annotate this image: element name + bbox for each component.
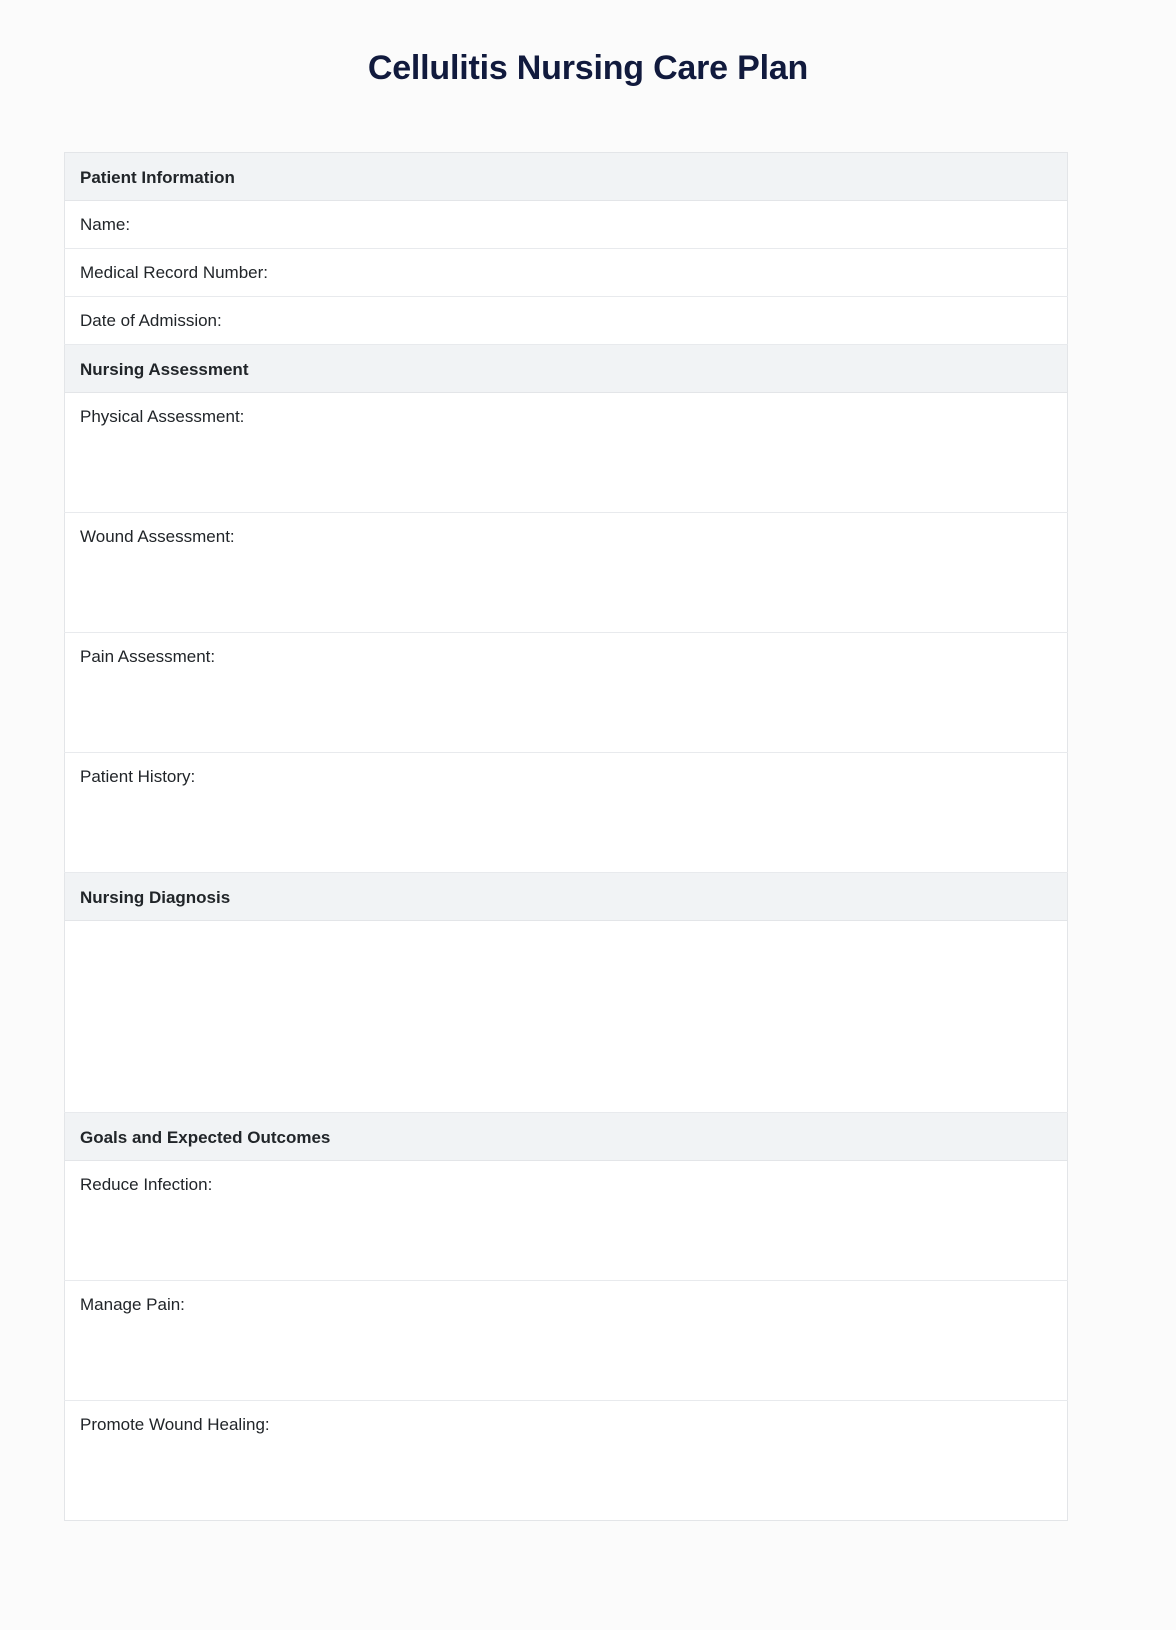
field-label: Patient History: (80, 767, 196, 786)
field-label: Manage Pain: (80, 1295, 185, 1314)
section-header-row (65, 153, 1068, 201)
section-header-cell (65, 1113, 1068, 1161)
field-entry-cell[interactable] (65, 249, 1068, 297)
field-row (65, 753, 1068, 873)
field-row (65, 297, 1068, 345)
field-entry-cell[interactable] (65, 633, 1068, 753)
section-header-row (65, 345, 1068, 393)
section-header-label: Nursing Assessment (80, 360, 249, 379)
field-label: Date of Admission: (80, 311, 222, 330)
field-entry-cell[interactable] (65, 297, 1068, 345)
field-entry-cell[interactable] (65, 201, 1068, 249)
field-row (65, 513, 1068, 633)
section-header-cell (65, 153, 1068, 201)
field-label: Physical Assessment: (80, 407, 245, 426)
field-entry-cell[interactable] (65, 1281, 1068, 1401)
field-row (65, 921, 1068, 1113)
section-header-label: Nursing Diagnosis (80, 888, 231, 907)
section-header-cell (65, 345, 1068, 393)
page-title: Cellulitis Nursing Care Plan (367, 49, 809, 87)
field-label: Wound Assessment: (80, 527, 235, 546)
field-entry-cell[interactable] (65, 513, 1068, 633)
field-row (65, 1281, 1068, 1401)
field-row (65, 201, 1068, 249)
field-entry-cell[interactable] (65, 753, 1068, 873)
care-plan-table-body (65, 153, 1068, 1521)
field-label: Promote Wound Healing: (80, 1415, 270, 1434)
field-label: Medical Record Number: (80, 263, 269, 282)
section-header-row (65, 873, 1068, 921)
section-header-label: Patient Information (80, 168, 235, 187)
field-row (65, 1401, 1068, 1521)
field-row (65, 393, 1068, 513)
field-blank-area (65, 921, 1067, 934)
section-header-label: Goals and Expected Outcomes (80, 1128, 331, 1147)
field-label: Name: (80, 215, 131, 234)
field-entry-cell[interactable] (65, 393, 1068, 513)
care-plan-table (64, 152, 1068, 1521)
field-entry-cell[interactable] (65, 1161, 1068, 1281)
field-label: Reduce Infection: (80, 1175, 213, 1194)
field-entry-cell[interactable] (65, 921, 1068, 1113)
field-label: Pain Assessment: (80, 647, 216, 666)
field-row (65, 1161, 1068, 1281)
section-header-row (65, 1113, 1068, 1161)
section-header-cell (65, 873, 1068, 921)
field-entry-cell[interactable] (65, 1401, 1068, 1521)
field-row (65, 633, 1068, 753)
field-row (65, 249, 1068, 297)
